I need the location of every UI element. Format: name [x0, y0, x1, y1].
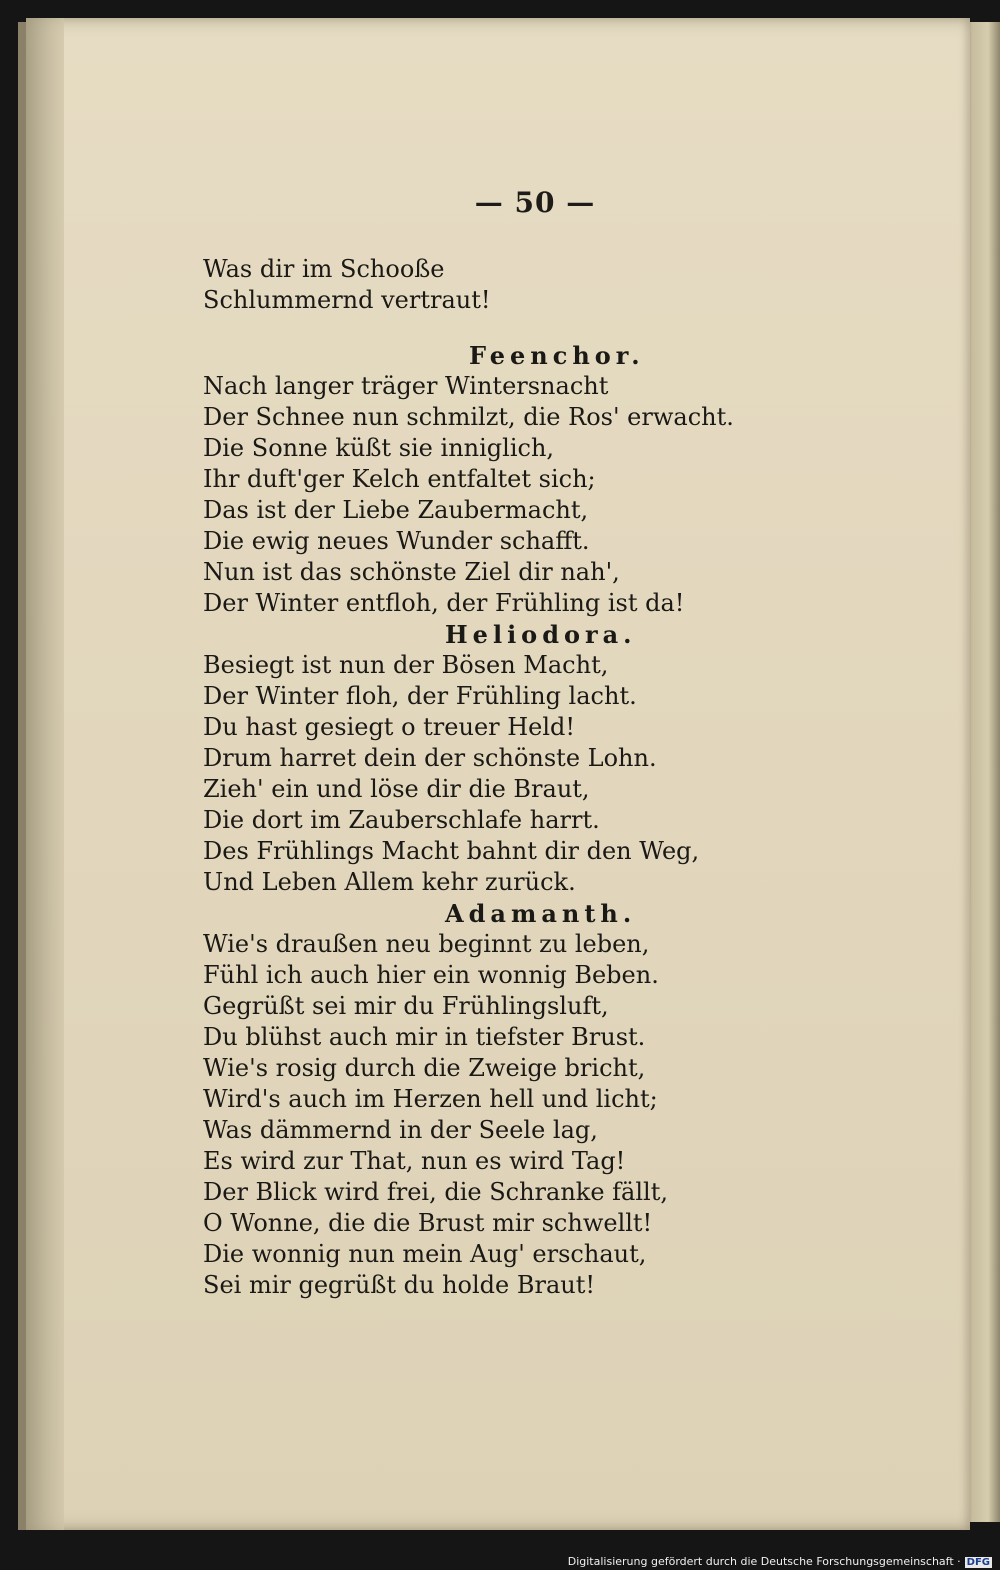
verse-line: Nun ist das schönste Ziel dir nah',	[203, 558, 620, 586]
verse-line: Wie's draußen neu beginnt zu leben,	[203, 930, 650, 958]
verse-line: Besiegt ist nun der Bösen Macht,	[203, 651, 609, 679]
credit-text: Digitalisierung gefördert durch die Deutsche Forschungsgemeinschaft ·	[567, 1555, 961, 1568]
verse-line: Fühl ich auch hier ein wonnig Beben.	[203, 961, 659, 989]
speaker-heading-heliodora: Heliodora.	[445, 620, 637, 649]
verse-line: O Wonne, die die Brust mir schwellt!	[203, 1209, 653, 1237]
page-gutter	[26, 18, 64, 1530]
verse-line: Und Leben Allem kehr zurück.	[203, 868, 576, 896]
verse-line: Der Winter floh, der Frühling lacht.	[203, 682, 637, 710]
verse-line: Die wonnig nun mein Aug' erschaut,	[203, 1240, 647, 1268]
verse-line: Was dir im Schooße	[203, 255, 445, 283]
dfg-logo: DFG	[966, 1557, 990, 1568]
verse-line: Sei mir gegrüßt du holde Braut!	[203, 1271, 596, 1299]
verse-line: Wird's auch im Herzen hell und licht;	[203, 1085, 658, 1113]
verse-line: Der Schnee nun schmilzt, die Ros' erwacht.	[203, 403, 734, 431]
verse-line: Es wird zur That, nun es wird Tag!	[203, 1147, 626, 1175]
verse-line: Die dort im Zauberschlafe harrt.	[203, 806, 600, 834]
verse-line: Was dämmernd in der Seele lag,	[203, 1116, 598, 1144]
speaker-heading-adamanth: Adamanth.	[445, 899, 637, 928]
verse-line: Das ist der Liebe Zaubermacht,	[203, 496, 589, 524]
verse-line: Drum harret dein der schönste Lohn.	[203, 744, 657, 772]
verse-line: Der Winter entfloh, der Frühling ist da!	[203, 589, 685, 617]
verse-line: Wie's rosig durch die Zweige bricht,	[203, 1054, 646, 1082]
verse-line: Ihr duft'ger Kelch entfaltet sich;	[203, 465, 596, 493]
verse-line: Du blühst auch mir in tiefster Brust.	[203, 1023, 646, 1051]
digitization-credit	[568, 1555, 992, 1568]
verse-line: Zieh' ein und löse dir die Braut,	[203, 775, 590, 803]
verse-line: Nach langer träger Wintersnacht	[203, 372, 609, 400]
verse-line: Gegrüßt sei mir du Frühlingsluft,	[203, 992, 609, 1020]
verse-line: Die ewig neues Wunder schafft.	[203, 527, 590, 555]
speaker-heading-feenchor: Feenchor.	[469, 341, 645, 370]
verse-line: Die Sonne küßt sie inniglich,	[203, 434, 555, 462]
page-number: — 50 —	[474, 186, 596, 219]
verse-line: Du hast gesiegt o treuer Held!	[203, 713, 576, 741]
verse-line: Des Frühlings Macht bahnt dir den Weg,	[203, 837, 700, 865]
verse-line: Der Blick wird frei, die Schranke fällt,	[203, 1178, 668, 1206]
verse-line: Schlummernd vertraut!	[203, 286, 491, 314]
verse-text	[203, 254, 763, 1301]
